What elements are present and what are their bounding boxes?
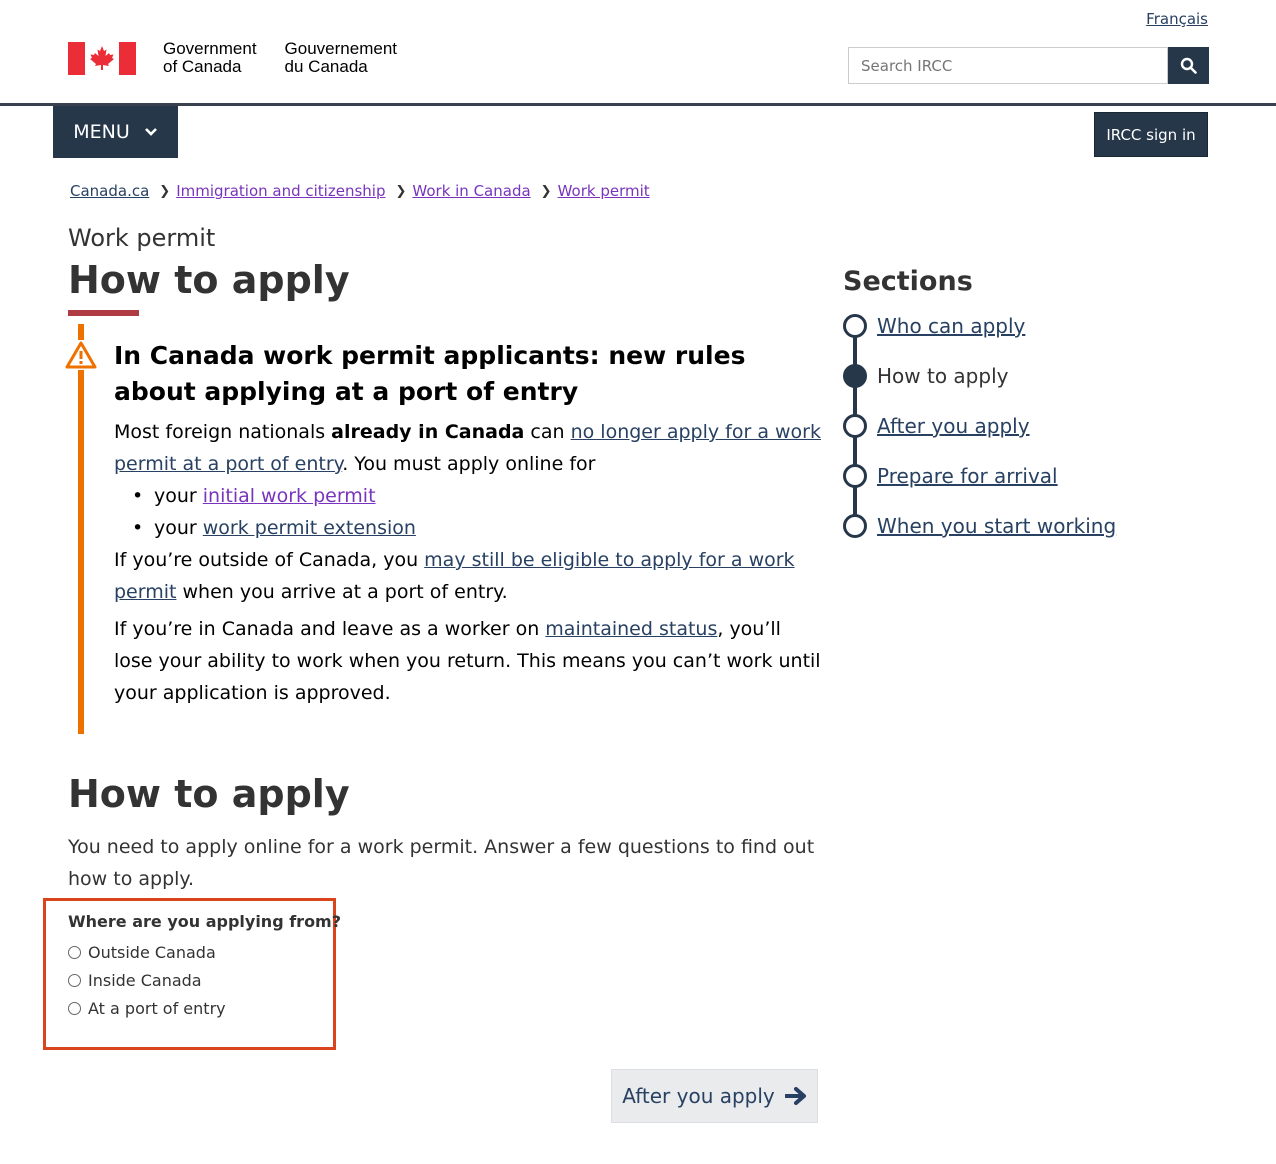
page-kicker: Work permit: [68, 224, 216, 252]
how-to-apply-heading: How to apply: [68, 772, 350, 816]
ircc-sign-in-button[interactable]: IRCC sign in: [1094, 112, 1208, 157]
search-input[interactable]: [848, 47, 1168, 84]
radio-port-of-entry[interactable]: [68, 999, 226, 1018]
language-toggle-link[interactable]: Français: [1146, 10, 1208, 28]
section-current-how-to-apply: How to apply: [877, 364, 1009, 388]
step-circle-icon: [843, 464, 867, 488]
step-circle-icon: [843, 514, 867, 538]
title-underline: [68, 310, 139, 316]
alert-paragraph-3: If you’re in Canada and leave as a worker on maintained status, you’ll lose your ability to work when you return. This means you can’t work until your application is approved.: [114, 618, 821, 704]
header-divider: [0, 103, 1276, 106]
step-current-circle-icon: [843, 364, 867, 388]
breadcrumb-immigration[interactable]: Immigration and citizenship: [176, 182, 386, 200]
brand-french: Gouvernement du Canada: [284, 39, 397, 76]
radio-outside-canada[interactable]: [68, 943, 216, 962]
radio-inside-canada[interactable]: [68, 971, 202, 990]
page-title: How to apply: [68, 258, 350, 302]
radio-label: Outside Canada: [88, 943, 216, 962]
section-link-when-you-start-working[interactable]: When you start working: [877, 514, 1117, 538]
search-form: [848, 47, 1209, 84]
menu-label: MENU: [73, 121, 130, 143]
breadcrumb-work-permit[interactable]: Work permit: [557, 182, 650, 200]
next-section-button[interactable]: [611, 1069, 818, 1123]
alert-paragraph-1: Most foreign nationals already in Canada can no longer apply for a work permit at a port of entry. You must apply online for: [114, 421, 821, 475]
radio-circle-icon[interactable]: [68, 974, 81, 987]
radio-circle-icon[interactable]: [68, 1002, 81, 1015]
initial-work-permit-link[interactable]: initial work permit: [202, 485, 376, 507]
section-step-how-to-apply: [843, 360, 1116, 410]
eligible-port-of-entry-link[interactable]: may still be eligible to apply for a work permit: [114, 549, 795, 603]
section-step-who-can-apply: [843, 310, 1116, 360]
next-section-label: After you apply: [622, 1084, 775, 1108]
sections-title: Sections: [843, 266, 973, 297]
chevron-right-icon: ❯: [159, 183, 171, 199]
work-permit-extension-link[interactable]: work permit extension: [202, 517, 416, 539]
alert-title: In Canada work permit applicants: new rules about applying at a port of entry: [114, 341, 746, 406]
breadcrumb-canada-ca[interactable]: Canada.ca: [70, 182, 150, 200]
section-step-when-you-start-working: [843, 510, 1116, 560]
chevron-right-icon: ❯: [540, 183, 552, 199]
maintained-status-link[interactable]: maintained status: [545, 618, 718, 640]
list-item: • your initial work permit: [114, 480, 824, 512]
alert-border: [78, 324, 84, 734]
section-link-after-you-apply[interactable]: After you apply: [877, 414, 1030, 438]
step-circle-icon: [843, 314, 867, 338]
chevron-down-icon: [144, 127, 158, 137]
chevron-right-icon: ❯: [395, 183, 407, 199]
radio-circle-icon[interactable]: [68, 946, 81, 959]
breadcrumb: [70, 182, 650, 200]
radio-label: At a port of entry: [88, 999, 226, 1018]
breadcrumb-work-in-canada[interactable]: Work in Canada: [412, 182, 531, 200]
arrow-right-icon: [785, 1087, 807, 1105]
step-circle-icon: [843, 414, 867, 438]
menu-button[interactable]: [53, 106, 178, 158]
question-label: Where are you applying from?: [68, 912, 342, 931]
list-item: • your work permit extension: [114, 512, 824, 544]
warning-alert: [114, 338, 824, 709]
no-longer-apply-link[interactable]: no longer apply for a work permit at a port of entry: [114, 421, 821, 475]
search-button[interactable]: [1168, 47, 1209, 84]
section-step-prepare-for-arrival: [843, 460, 1116, 510]
how-to-apply-intro: You need to apply online for a work permit. Answer a few questions to find out how to apply.: [68, 836, 815, 890]
section-link-prepare-for-arrival[interactable]: Prepare for arrival: [877, 464, 1058, 488]
government-of-canada-signature[interactable]: [68, 40, 397, 76]
alert-paragraph-2: If you’re outside of Canada, you may still be eligible to apply for a work permit when you arrive at a port of entry.: [114, 549, 795, 603]
section-step-after-you-apply: [843, 410, 1116, 460]
sections-stepper: [843, 310, 1116, 560]
warning-icon: [64, 340, 98, 370]
section-link-who-can-apply[interactable]: Who can apply: [877, 314, 1026, 338]
search-icon: [1180, 57, 1197, 74]
alert-list: [114, 480, 824, 544]
brand-english: Government of Canada: [163, 39, 257, 76]
radio-label: Inside Canada: [88, 971, 202, 990]
canada-flag-icon: [68, 42, 136, 75]
